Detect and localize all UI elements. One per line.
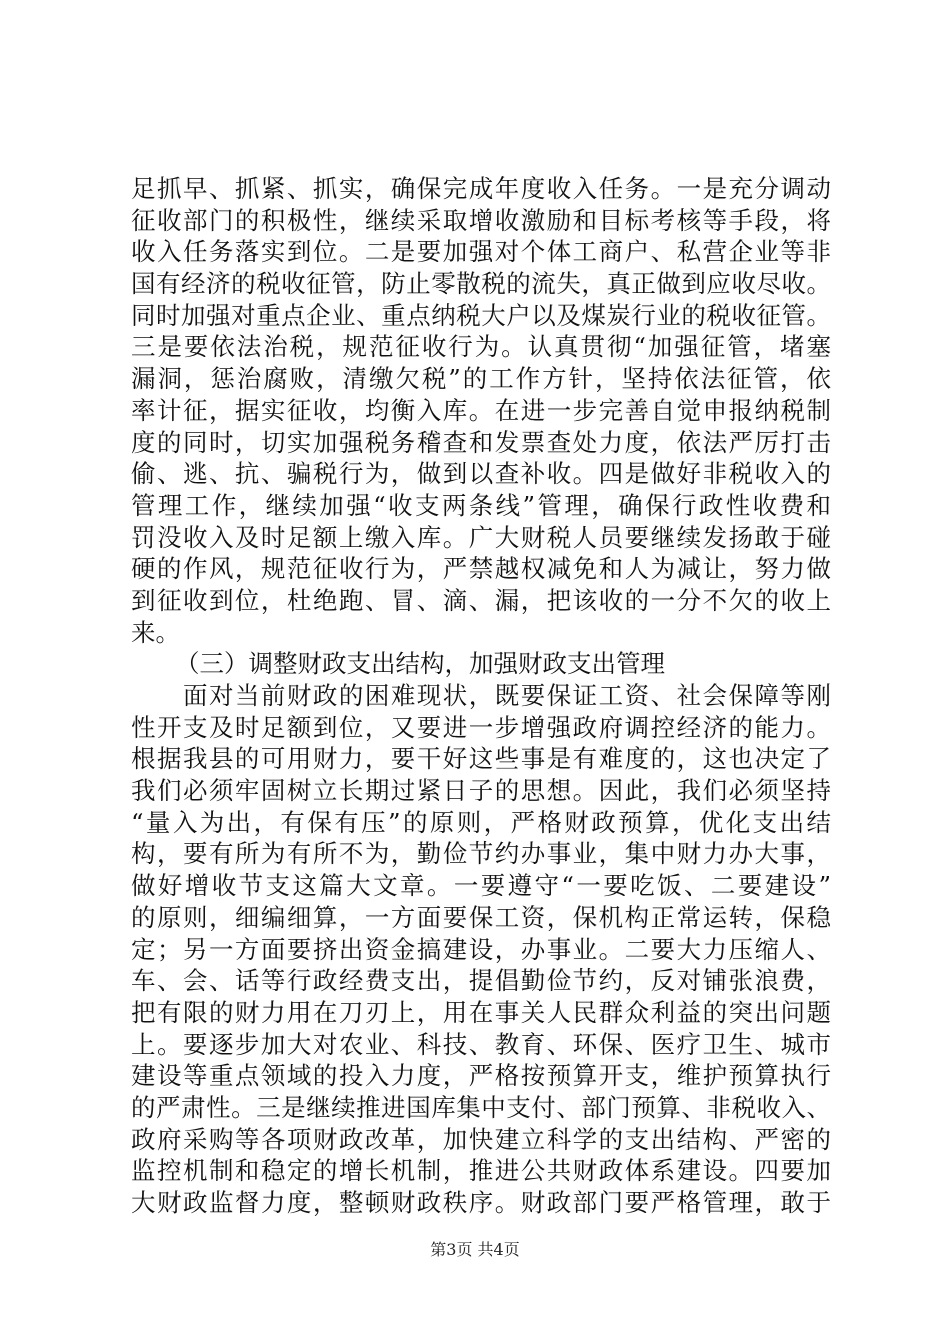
text-line: 漏洞，惩治腐败，清缴欠税”的工作方针，坚持依法征管，依	[131, 364, 831, 394]
page-number-footer: 第3页 共4页	[430, 1240, 520, 1259]
text-line: 率计征，据实征收，均衡入库。在进一步完善自觉申报纳税制	[131, 395, 831, 425]
text-line: 收入任务落实到位。二是要加强对个体工商户、私营企业等非	[131, 237, 831, 267]
text-line: 监控机制和稳定的增长机制，推进公共财政体系建设。四要加	[131, 1156, 831, 1186]
text-line: 做好增收节支这篇大文章。一要遵守“一要吃饭、二要建设”	[131, 871, 831, 901]
text-line: 上。要逐步加大对农业、科技、教育、环保、医疗卫生、城市	[131, 1029, 831, 1059]
text-line: 性开支及时足额到位，又要进一步增强政府调控经济的能力。	[131, 712, 831, 742]
text-line: 我们必须牢固树立长期过紧日子的思想。因此，我们必须坚持	[131, 776, 831, 806]
text-line: 三是要依法治税，规范征收行为。认真贯彻“加强征管，堵塞	[131, 332, 831, 362]
text-line: 建设等重点领域的投入力度，严格按预算开支，维护预算执行	[131, 1061, 831, 1091]
text-line: 根据我县的可用财力，要干好这些事是有难度的，这也决定了	[131, 744, 831, 774]
text-line: 定；另一方面要挤出资金搞建设，办事业。二要大力压缩人、	[131, 934, 831, 964]
text-line: 硬的作风，规范征收行为，严禁越权减免和人为减让，努力做	[131, 554, 831, 584]
text-line: 的严肃性。三是继续推进国库集中支付、部门预算、非税收入、	[131, 1092, 831, 1122]
text-line: 构，要有所为有所不为，勤俭节约办事业，集中财力办大事，	[131, 839, 831, 869]
text-line: 车、会、话等行政经费支出，提倡勤俭节约，反对铺张浪费，	[131, 966, 831, 996]
text-line: 到征收到位，杜绝跑、冒、滴、漏，把该收的一分不欠的收上	[131, 585, 831, 615]
text-line: 偷、逃、抗、骗税行为，做到以查补收。四是做好非税收入的	[131, 459, 831, 489]
text-line: 大财政监督力度，整顿财政秩序。财政部门要严格管理，敢于	[131, 1188, 831, 1217]
text-line: 征收部门的积极性，继续采取增收激励和目标考核等手段，将	[131, 205, 831, 235]
text-line: 同时加强对重点企业、重点纳税大户以及煤炭行业的税收征管。	[131, 300, 831, 330]
text-line: 国有经济的税收征管，防止零散税的流失，真正做到应收尽收。	[131, 269, 831, 299]
section-heading: （三）调整财政支出结构，加强财政支出管理	[175, 649, 665, 679]
text-line: 足抓早、抓紧、抓实，确保完成年度收入任务。一是充分调动	[131, 174, 831, 203]
text-line: 的原则，细编细算，一方面要保工资，保机构正常运转，保稳	[131, 902, 831, 932]
document-body	[131, 173, 831, 1219]
text-line: 度的同时，切实加强税务稽查和发票查处力度，依法严厉打击	[131, 427, 831, 457]
text-line: 面对当前财政的困难现状，既要保证工资、社会保障等刚	[183, 681, 831, 710]
text-line: “量入为出，有保有压”的原则，严格财政预算，优化支出结	[131, 807, 831, 837]
text-line: 罚没收入及时足额上缴入库。广大财税人员要继续发扬敢于碰	[131, 522, 831, 552]
text-line: 政府采购等各项财政改革，加快建立科学的支出结构、严密的	[131, 1124, 831, 1154]
text-line: 把有限的财力用在刀刃上，用在事关人民群众利益的突出问题	[131, 997, 831, 1027]
text-line: 管理工作，继续加强“收支两条线”管理，确保行政性收费和	[131, 490, 831, 520]
text-line: 来。	[131, 617, 180, 647]
